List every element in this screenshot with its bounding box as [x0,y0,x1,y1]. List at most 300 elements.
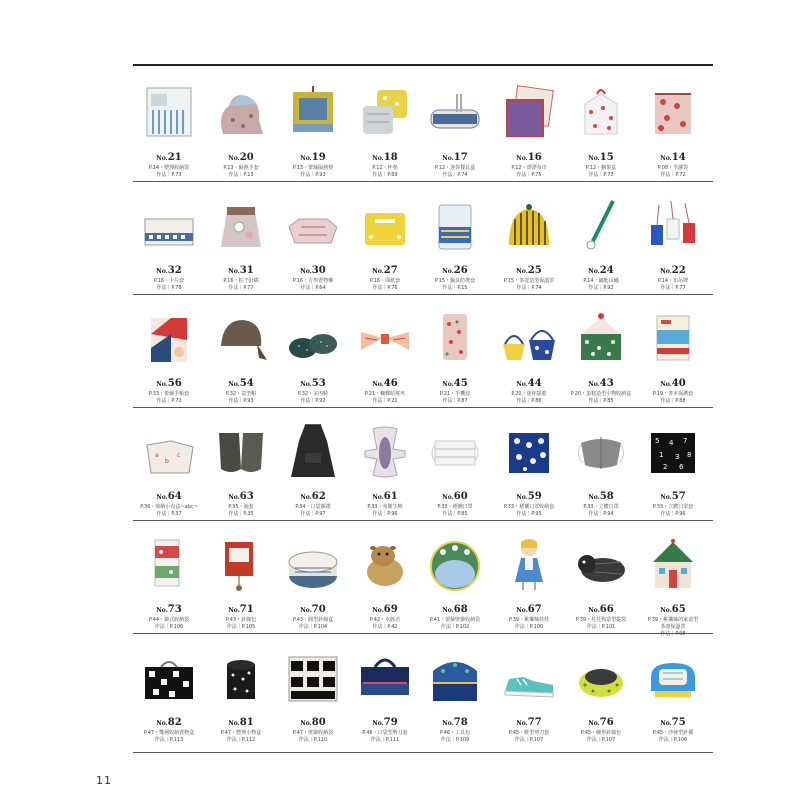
item-number-value: 68 [453,604,468,615]
candy-box-icon [573,84,629,140]
catalog-item [137,524,201,636]
item-caption [277,278,349,292]
item-caption [637,617,709,638]
catalog-item [423,185,487,297]
item-number-value: 66 [599,604,614,615]
item-number-value: 21 [167,152,182,163]
catalog-item [281,185,345,297]
top-rule [133,64,713,66]
item-page-title: P.42・水豚君 [369,617,401,623]
item-number [569,491,633,502]
item-number [281,717,345,728]
key-strap-icon [573,197,629,253]
item-number-prefix: No. [516,607,528,614]
item-instructions-ref: 作法｜P.109 [440,737,470,743]
catalog-item [497,298,561,410]
item-number-value: 56 [167,378,182,389]
item-instructions-ref: 作法｜P.100 [514,624,544,630]
item-instructions-ref: 作法｜P.35 [228,511,254,517]
item-instructions-ref: 作法｜P.107 [514,737,544,743]
item-number-value: 78 [453,717,468,728]
item-number-value: 26 [453,265,468,276]
item-number-prefix: No. [442,720,454,727]
item-instructions-ref: 作法｜P.104 [298,624,328,630]
pot-holder-icon [285,84,341,140]
dog-bag-icon [573,536,629,592]
catalog-item [281,72,345,184]
item-number [209,604,273,615]
item-page-title: P.33・立體口罩套 [652,504,694,510]
item-number-value: 54 [239,378,254,389]
item-number-prefix: No. [588,720,600,727]
tissue-case-icon [357,197,413,253]
item-instructions-ref: 作法｜P.86 [516,398,542,404]
item-number [353,152,417,163]
item-number-value: 65 [671,604,686,615]
catalog-item [209,637,273,749]
catalog-item [137,411,201,523]
mask-holder-icon [501,423,557,479]
item-number-value: 80 [311,717,326,728]
item-number-prefix: No. [516,720,528,727]
item-number-value: 82 [167,717,182,728]
catalog-item [497,411,561,523]
catalog-item [137,185,201,297]
item-number-value: 20 [239,152,254,163]
item-instructions-ref: 作法｜P.92 [300,398,326,404]
item-number-value: 19 [311,152,326,163]
item-caption [493,165,565,179]
item-page-title: P.13・隔熱手套 [223,165,259,171]
item-number-value: 32 [167,265,182,276]
pleated-mask-icon [427,423,483,479]
item-page-title: P.47・整理小物盒 [220,730,262,736]
item-number-value: 30 [311,265,326,276]
item-caption [277,617,349,631]
item-number-prefix: No. [442,155,454,162]
item-instructions-ref: 作法｜P.74 [516,285,542,291]
item-caption [493,391,565,405]
item-number-value: 16 [527,152,542,163]
item-page-title: P.14・鑰匙吊繩 [583,278,619,284]
item-number [281,604,345,615]
item-instructions-ref: 作法｜P.87 [442,398,468,404]
item-caption [637,391,709,405]
item-number-prefix: No. [228,381,240,388]
item-caption [349,391,421,405]
catalog-item [209,72,273,184]
catalog-item [209,185,273,297]
item-page-title: P.15・茶壺造型保溫罩 [503,278,555,284]
catalog-item [569,72,633,184]
page-number: 11 [96,774,112,787]
doll-icon [501,536,557,592]
wall-organizer-icon [285,649,341,705]
cloth-napkin-icon [501,84,557,140]
item-page-title: P.33・褶襉口罩收納套 [503,504,555,510]
item-number [353,378,417,389]
item-page-title: P.16・面紙套 [369,278,401,284]
item-caption [133,730,205,744]
catalog-item [641,72,705,184]
svg-text:1: 1 [659,451,664,459]
tool-roll-icon [357,649,413,705]
book-cover-icon [645,310,701,366]
coaster-icon [357,84,413,140]
item-instructions-ref: 作法｜P.92 [588,285,614,291]
item-page-title: P.44・掛式收納袋 [148,617,190,623]
item-number [353,717,417,728]
item-number [209,378,273,389]
item-caption [133,391,205,405]
item-page-title: P.43・圓型針線盒 [292,617,334,623]
item-number-value: 64 [167,491,182,502]
item-caption [565,617,637,631]
catalog-item [641,298,705,410]
item-instructions-ref: 作法｜P.93 [228,398,254,404]
svg-text:3: 3 [675,453,680,461]
item-number-prefix: No. [156,720,168,727]
item-caption [205,165,277,179]
item-number [497,604,561,615]
item-caption [277,391,349,405]
item-number-value: 63 [239,491,254,502]
item-number [209,491,273,502]
item-number-prefix: No. [156,494,168,501]
item-number-value: 17 [453,152,468,163]
item-instructions-ref: 作法｜P.93 [300,172,326,178]
svg-text:7: 7 [683,437,688,445]
item-caption [419,504,491,518]
catalog-item [281,411,345,523]
item-number-value: 45 [453,378,468,389]
item-number-prefix: No. [372,268,384,275]
item-caption [565,504,637,518]
bottom-rule [133,752,713,753]
item-number-value: 61 [383,491,398,502]
item-number-prefix: No. [660,720,672,727]
item-caption [565,278,637,292]
item-number-prefix: No. [516,155,528,162]
catalog-row [133,637,713,749]
notebook-cover-icon [141,310,197,366]
item-number [353,604,417,615]
item-number-value: 76 [599,717,614,728]
item-page-title: P.19・書本保護套 [652,391,694,397]
item-number-value: 79 [383,717,398,728]
item-page-title: P.45・沙發型針插 [652,730,694,736]
item-number-value: 43 [599,378,614,389]
item-page-title: P.20・迷你提籃 [511,391,547,397]
item-number [353,265,417,276]
item-number [137,491,201,502]
item-instructions-ref: 作法｜P.106 [154,624,184,630]
shoe-case-icon [501,649,557,705]
product-catalog [133,64,713,756]
item-number [423,378,487,389]
item-page-title: P.33・布衛生棉 [367,504,403,510]
mask-case-icon [645,423,701,479]
item-caption [205,278,277,292]
svg-text:5: 5 [655,437,660,445]
catalog-item [281,298,345,410]
item-instructions-ref: 作法｜P.112 [226,737,256,743]
item-page-title: P.32・造型帽 [225,391,257,397]
item-instructions-ref: 作法｜P.15 [442,285,468,291]
item-page-title: P.39・桃樂絲的家造型 [647,617,699,623]
item-number-value: 24 [599,265,614,276]
item-number [423,491,487,502]
item-instructions-ref: 作法｜P.72 [156,398,182,404]
catalog-item [353,411,417,523]
item-instructions-ref: 作法｜P.96 [372,511,398,517]
catalog-item [353,298,417,410]
catalog-item [137,298,201,410]
item-number-value: 81 [239,717,254,728]
item-number-prefix: No. [228,155,240,162]
item-instructions-ref: 作法｜P.69 [372,172,398,178]
item-number-value: 75 [671,717,686,728]
item-number-prefix: No. [660,494,672,501]
clear-pouch-icon [141,84,197,140]
item-number [137,378,201,389]
item-instructions-ref: 作法｜P.42 [372,624,398,630]
item-number-value: 22 [671,265,686,276]
item-number-prefix: No. [660,268,672,275]
item-number-value: 60 [453,491,468,502]
item-number-value: 25 [527,265,542,276]
catalog-item [641,411,705,523]
tea-cozy-icon [501,197,557,253]
catalog-item [353,72,417,184]
item-page-title: P.32・室內鞋 [297,391,329,397]
item-page-title: P.36・收納小布盒~abc~ [140,504,198,510]
catalog-item [353,524,417,636]
item-number-value: 27 [383,265,398,276]
catalog-item [423,524,487,636]
item-number-value: 40 [671,378,686,389]
svg-text:b: b [165,458,169,465]
catalog-item [569,298,633,410]
item-number-prefix: No. [228,720,240,727]
item-number-prefix: No. [156,268,168,275]
item-number-prefix: No. [228,607,240,614]
item-caption [419,278,491,292]
item-page-title: P.13・蕾絲隔熱墊 [292,165,334,171]
item-number-value: 18 [383,152,398,163]
hair-bow-icon [357,310,413,366]
item-instructions-ref: 作法｜P.78 [156,285,182,291]
catalog-row [133,185,713,297]
item-caption [133,617,205,631]
item-number [423,604,487,615]
item-number-prefix: No. [588,607,600,614]
item-number [137,152,201,163]
item-number-prefix: No. [300,155,312,162]
item-number-prefix: No. [372,155,384,162]
item-page-title-cont: 茶壺保溫罩 [660,624,686,630]
fabric-box-icon [141,423,197,479]
item-instructions-ref: 作法｜P.72 [660,172,686,178]
item-number-prefix: No. [660,607,672,614]
item-number-prefix: No. [372,494,384,501]
item-page-title: P.39・托托狗造型提袋 [575,617,627,623]
item-number-prefix: No. [588,381,600,388]
tool-pouch-icon [427,649,483,705]
item-page-title: P.12・漂漂布巾 [511,165,547,171]
item-caption [637,278,709,292]
item-instructions-ref: 作法｜P.76 [372,285,398,291]
item-number-prefix: No. [588,268,600,275]
catalog-item [569,185,633,297]
item-page-title: P.21・手機套 [439,391,471,397]
item-number-prefix: No. [300,607,312,614]
catalog-item [569,637,633,749]
item-caption [205,617,277,631]
cake-box-icon [573,310,629,366]
item-number [281,491,345,502]
item-page-title: P.14・整理收納袋 [148,165,190,171]
item-number-value: 71 [239,604,254,615]
item-number-value: 67 [527,604,542,615]
item-page-title: P.14・布吊牌 [657,278,689,284]
item-caption [419,165,491,179]
item-page-title: P.12・杯墊 [372,165,398,171]
item-caption [419,730,491,744]
item-page-title: P.41・蕾絲壁掛收納袋 [429,617,481,623]
item-page-title: P.16・粽子針插 [223,278,259,284]
item-instructions-ref: 作法｜P.85 [442,511,468,517]
catalog-item [281,524,345,636]
item-instructions-ref: 作法｜P.107 [586,737,616,743]
item-caption [565,165,637,179]
item-number [569,378,633,389]
item-instructions-ref: 作法｜P.111 [370,737,400,743]
item-number [497,717,561,728]
item-page-title: P.12・糖果盒 [585,165,617,171]
item-number-value: 77 [527,717,542,728]
item-page-title: P.39・桃樂絲娃娃 [508,617,550,623]
item-number-prefix: No. [442,494,454,501]
item-instructions-ref: 作法｜P.102 [440,624,470,630]
item-number [641,378,705,389]
item-caption [637,504,709,518]
catalog-item [209,411,273,523]
item-caption [565,391,637,405]
item-number-value: 58 [599,491,614,502]
item-number [353,491,417,502]
item-page-title: P.33・蕾爾手帳套 [148,391,190,397]
apron-icon [285,423,341,479]
catalog-item [137,72,201,184]
item-number [641,717,705,728]
item-page-title: P.33・立體口罩 [583,504,619,510]
item-instructions-ref: 作法｜P.106 [658,737,688,743]
item-number [569,152,633,163]
item-caption [205,504,277,518]
item-number-prefix: No. [156,381,168,388]
item-caption [349,278,421,292]
item-number-value: 44 [527,378,542,389]
round-sewing-box-icon [285,536,341,592]
svg-text:8: 8 [687,451,692,459]
item-number-prefix: No. [300,720,312,727]
small-box-icon [213,649,269,705]
item-number-value: 70 [311,604,326,615]
item-page-title: P.20・蛋糕造型小物收納盒 [570,391,632,397]
item-number [281,378,345,389]
item-page-title: P.47・雙層收納置物盒 [143,730,195,736]
catalog-item [497,72,561,184]
item-instructions-ref: 作法｜P.105 [226,624,256,630]
item-caption [349,504,421,518]
item-instructions-ref: 作法｜P.13 [228,172,254,178]
item-instructions-ref: 作法｜P.94 [588,511,614,517]
storage-box-icon [141,649,197,705]
item-page-title: P.12・迷你餐具盒 [434,165,476,171]
catalog-item [641,185,705,297]
item-instructions-ref: 作法｜P.74 [442,172,468,178]
item-number-prefix: No. [372,607,384,614]
item-number-value: 62 [311,491,326,502]
catalog-item [423,298,487,410]
drawstring-bag-icon [213,197,269,253]
item-number-prefix: No. [228,268,240,275]
item-number-prefix: No. [660,155,672,162]
item-instructions-ref: 作法｜P.73 [588,172,614,178]
item-number [641,491,705,502]
item-number-prefix: No. [156,155,168,162]
item-number [137,717,201,728]
catalog-row [133,524,713,636]
item-number-prefix: No. [442,607,454,614]
item-page-title: P.45・鞋型剪刀套 [508,730,550,736]
mini-basket-icon [501,310,557,366]
item-number [423,265,487,276]
item-instructions-ref: 作法｜P.75 [516,172,542,178]
svg-text:a: a [155,452,159,459]
item-number [569,717,633,728]
catalog-item [641,524,705,636]
item-number [209,265,273,276]
item-number-prefix: No. [442,381,454,388]
item-number [569,604,633,615]
item-number-prefix: No. [372,381,384,388]
item-page-title: P.43・針線包 [225,617,257,623]
item-page-title: P.46・口袋型剪刀套 [362,730,408,736]
item-instructions-ref: 作法｜P.77 [228,285,254,291]
item-caption [637,730,709,744]
house-cozy-icon [645,536,701,592]
item-instructions-ref: 作法｜P.97 [300,511,326,517]
fitted-mask-icon [573,423,629,479]
item-number-value: 69 [383,604,398,615]
item-page-title: P.35・袖套 [228,504,254,510]
item-instructions-ref: 作法｜P.37 [156,511,182,517]
cutlery-case-icon [427,84,483,140]
arm-sleeves-icon [213,423,269,479]
handle-cover-icon [427,197,483,253]
item-caption [419,391,491,405]
item-page-title: P.16・方形置物盤 [292,278,334,284]
item-number-prefix: No. [442,268,454,275]
catalog-item [569,524,633,636]
oven-mitt-icon [213,84,269,140]
item-number [209,717,273,728]
item-number [497,152,561,163]
catalog-row [133,298,713,410]
item-caption [349,165,421,179]
